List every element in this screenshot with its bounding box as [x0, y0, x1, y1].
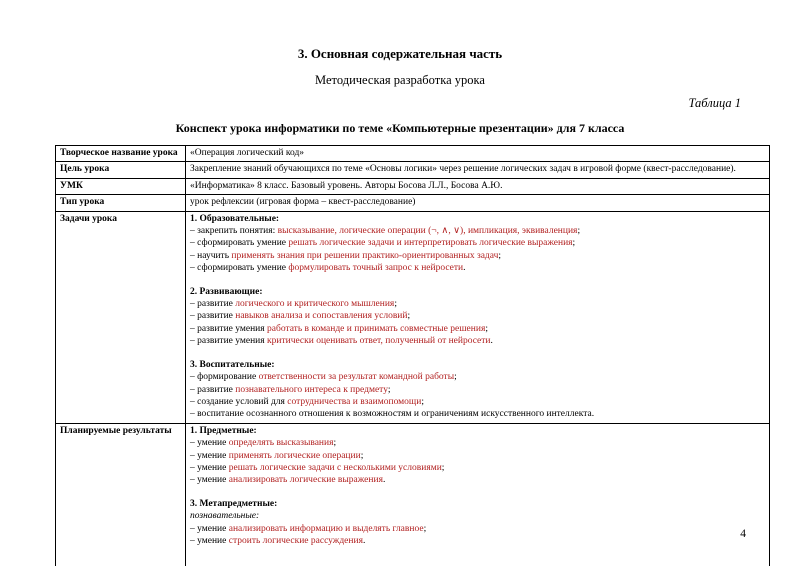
content-line: – умение применять логические операции;	[190, 450, 364, 461]
content-line: – воспитание осознанного отношения к возможностям и ограничениям искусственного интеллекта.	[190, 409, 595, 420]
content-line: – сформировать умение формулировать точный запрос к нейросети.	[190, 263, 466, 274]
row-content	[186, 178, 770, 194]
table-row	[56, 146, 770, 162]
content-line: 1. Образовательные:	[190, 213, 280, 224]
content-line: «Информатика» 8 класс. Базовый уровень. Авторы Босова Л.Л., Босова А.Ю.	[190, 180, 503, 191]
content-line: – умение анализировать логические выражения.	[190, 475, 386, 486]
document-subtitle: Методическая разработка урока	[315, 73, 485, 87]
content-line: – научить применять знания при решении практико-ориентированных задач;	[190, 250, 502, 261]
content-line: – закрепить понятия: высказывание, логические операции (¬, ∧, ∨), импликация, эквиваленция;	[190, 226, 581, 237]
content-line: урок рефлексии (игровая форма – квест-расследование)	[190, 197, 416, 208]
row-label: Цель урока	[56, 162, 186, 178]
table-row	[56, 162, 770, 178]
table-row	[56, 195, 770, 211]
content-line: 3. Воспитательные:	[190, 359, 275, 370]
content-line: – развитие умения критически оценивать ответ, полученный от нейросети.	[190, 336, 493, 347]
content-line: «Операция логический код»	[190, 148, 305, 158]
content-line: 3. Метапредметные:	[190, 498, 278, 509]
content-line: 2. Развивающие:	[190, 286, 263, 297]
content-line: – умение решать логические задачи с несколькими условиями;	[190, 462, 445, 473]
content-line: 1. Предметные:	[190, 425, 257, 436]
content-line: – развитие познавательного интереса к предмету;	[190, 384, 391, 395]
row-content	[186, 423, 770, 566]
row-content	[186, 162, 770, 178]
content-line: – формирование ответственности за результат командной работы;	[190, 372, 457, 383]
content-line: – умение определять высказывания;	[190, 438, 337, 449]
lesson-table-wrapper	[55, 145, 770, 566]
row-label: Творческое название урока	[56, 146, 186, 162]
page-number: 4	[740, 528, 746, 540]
row-label: Задачи урока	[56, 211, 186, 423]
table-title: Конспект урока информатики по теме «Компьютерные презентации» для 7 класса	[175, 121, 625, 135]
content-line: – развитие умения работать в команде и принимать совместные решения;	[190, 323, 488, 334]
content-line: Закрепление знаний обучающихся по теме «Основы логики» через решение логических задач в игровой форме (квест-расследование).	[190, 164, 736, 175]
lesson-table-body	[56, 146, 770, 566]
section-heading: 3. Основная содержательная часть	[297, 46, 503, 61]
content-line: познавательные:	[190, 511, 260, 522]
row-content	[186, 195, 770, 211]
content-line: – умение строить логические рассуждения.	[190, 535, 366, 546]
row-content	[186, 211, 770, 423]
content-line: – развитие логического и критического мышления;	[190, 299, 397, 310]
row-label: УМК	[56, 178, 186, 194]
row-label: Планируемые результаты	[56, 423, 186, 566]
content-line: – создание условий для сотрудничества и взаимопомощи;	[190, 396, 424, 407]
content-line: – развитие навыков анализа и сопоставления условий;	[190, 311, 411, 322]
lesson-plan-table	[55, 145, 770, 566]
content-line: – умение анализировать информацию и выделять главное;	[190, 523, 427, 534]
table-row	[56, 178, 770, 194]
table-row	[56, 211, 770, 423]
row-content	[186, 146, 770, 162]
content-line: – сформировать умение решать логические задачи и интерпретировать логические выражения;	[190, 238, 576, 249]
table-row	[56, 423, 770, 566]
table-caption: Таблица 1	[688, 96, 741, 110]
row-label: Тип урока	[56, 195, 186, 211]
